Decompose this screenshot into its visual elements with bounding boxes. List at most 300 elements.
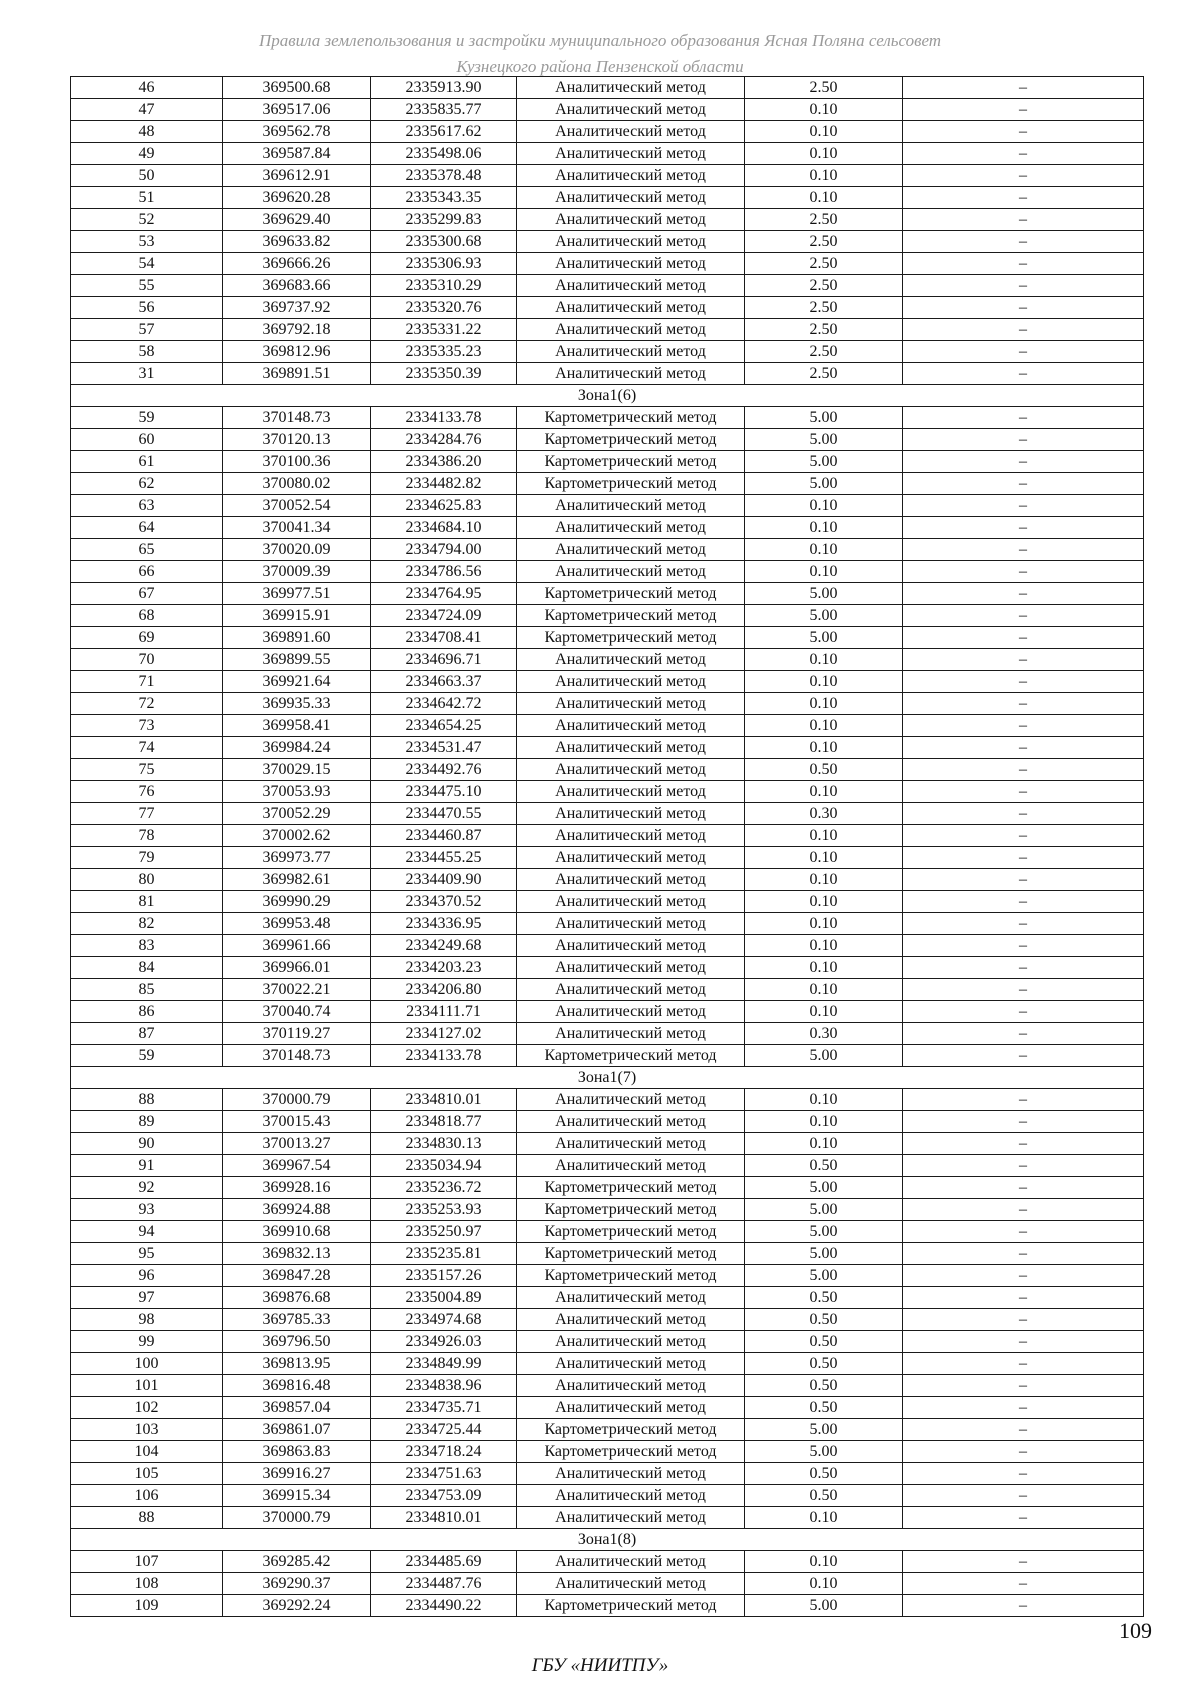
table-row <box>71 1507 1144 1529</box>
table-row <box>71 737 1144 759</box>
table-row <box>71 693 1144 715</box>
point-number-cell: 46 <box>71 77 223 99</box>
point-number-cell: 102 <box>71 1397 223 1419</box>
table-row <box>71 1243 1144 1265</box>
table-row <box>71 275 1144 297</box>
point-number-cell: 77 <box>71 803 223 825</box>
table-row <box>71 671 1144 693</box>
accuracy-cell: 0.10 <box>745 1111 903 1133</box>
note-cell: – <box>903 737 1144 759</box>
y-coordinate-cell: 2334830.13 <box>371 1133 517 1155</box>
table-row <box>71 121 1144 143</box>
x-coordinate-cell: 370100.36 <box>223 451 371 473</box>
x-coordinate-cell: 369966.01 <box>223 957 371 979</box>
y-coordinate-cell: 2334654.25 <box>371 715 517 737</box>
accuracy-cell: 2.50 <box>745 363 903 385</box>
point-number-cell: 89 <box>71 1111 223 1133</box>
note-cell: – <box>903 1199 1144 1221</box>
table-row <box>71 847 1144 869</box>
accuracy-cell: 2.50 <box>745 231 903 253</box>
y-coordinate-cell: 2334111.71 <box>371 1001 517 1023</box>
accuracy-cell: 0.10 <box>745 957 903 979</box>
method-cell: Аналитический метод <box>517 1133 745 1155</box>
note-cell: – <box>903 187 1144 209</box>
point-number-cell: 96 <box>71 1265 223 1287</box>
accuracy-cell: 0.10 <box>745 891 903 913</box>
table-row <box>71 1045 1144 1067</box>
table-row <box>71 1441 1144 1463</box>
accuracy-cell: 5.00 <box>745 583 903 605</box>
y-coordinate-cell: 2334490.22 <box>371 1595 517 1617</box>
accuracy-cell: 5.00 <box>745 1221 903 1243</box>
method-cell: Картометрический метод <box>517 1199 745 1221</box>
method-cell: Аналитический метод <box>517 517 745 539</box>
x-coordinate-cell: 369910.68 <box>223 1221 371 1243</box>
note-cell: – <box>903 759 1144 781</box>
note-cell: – <box>903 561 1144 583</box>
point-number-cell: 69 <box>71 627 223 649</box>
y-coordinate-cell: 2334735.71 <box>371 1397 517 1419</box>
table-row <box>71 451 1144 473</box>
table-row <box>71 1287 1144 1309</box>
y-coordinate-cell: 2335335.23 <box>371 341 517 363</box>
accuracy-cell: 5.00 <box>745 1045 903 1067</box>
method-cell: Аналитический метод <box>517 121 745 143</box>
note-cell: – <box>903 649 1144 671</box>
table-row <box>71 781 1144 803</box>
note-cell: – <box>903 1221 1144 1243</box>
method-cell: Картометрический метод <box>517 451 745 473</box>
note-cell: – <box>903 341 1144 363</box>
accuracy-cell: 0.10 <box>745 781 903 803</box>
accuracy-cell: 0.50 <box>745 1155 903 1177</box>
point-number-cell: 47 <box>71 99 223 121</box>
method-cell: Аналитический метод <box>517 649 745 671</box>
y-coordinate-cell: 2335320.76 <box>371 297 517 319</box>
y-coordinate-cell: 2334336.95 <box>371 913 517 935</box>
y-coordinate-cell: 2335157.26 <box>371 1265 517 1287</box>
x-coordinate-cell: 369683.66 <box>223 275 371 297</box>
note-cell: – <box>903 495 1144 517</box>
y-coordinate-cell: 2335235.81 <box>371 1243 517 1265</box>
header-line-2: Кузнецкого района Пензенской области <box>456 57 744 76</box>
x-coordinate-cell: 369857.04 <box>223 1397 371 1419</box>
method-cell: Аналитический метод <box>517 187 745 209</box>
method-cell: Картометрический метод <box>517 627 745 649</box>
point-number-cell: 56 <box>71 297 223 319</box>
accuracy-cell: 5.00 <box>745 1199 903 1221</box>
method-cell: Аналитический метод <box>517 957 745 979</box>
point-number-cell: 108 <box>71 1573 223 1595</box>
table-row <box>71 1221 1144 1243</box>
point-number-cell: 107 <box>71 1551 223 1573</box>
y-coordinate-cell: 2334708.41 <box>371 627 517 649</box>
accuracy-cell: 5.00 <box>745 429 903 451</box>
table-row <box>71 759 1144 781</box>
note-cell: – <box>903 121 1144 143</box>
y-coordinate-cell: 2334386.20 <box>371 451 517 473</box>
note-cell: – <box>903 935 1144 957</box>
table-row <box>71 561 1144 583</box>
accuracy-cell: 0.10 <box>745 121 903 143</box>
method-cell: Картометрический метод <box>517 1595 745 1617</box>
note-cell: – <box>903 957 1144 979</box>
method-cell: Аналитический метод <box>517 1507 745 1529</box>
table-row <box>71 627 1144 649</box>
y-coordinate-cell: 2335306.93 <box>371 253 517 275</box>
table-row <box>71 1375 1144 1397</box>
x-coordinate-cell: 369292.24 <box>223 1595 371 1617</box>
method-cell: Картометрический метод <box>517 407 745 429</box>
table-row <box>71 649 1144 671</box>
note-cell: – <box>903 891 1144 913</box>
accuracy-cell: 0.50 <box>745 1287 903 1309</box>
note-cell: – <box>903 869 1144 891</box>
x-coordinate-cell: 369812.96 <box>223 341 371 363</box>
method-cell: Аналитический метод <box>517 847 745 869</box>
accuracy-cell: 0.50 <box>745 1353 903 1375</box>
note-cell: – <box>903 429 1144 451</box>
method-cell: Аналитический метод <box>517 693 745 715</box>
point-number-cell: 52 <box>71 209 223 231</box>
point-number-cell: 65 <box>71 539 223 561</box>
y-coordinate-cell: 2334663.37 <box>371 671 517 693</box>
y-coordinate-cell: 2334724.09 <box>371 605 517 627</box>
x-coordinate-cell: 370000.79 <box>223 1507 371 1529</box>
table-row <box>71 1573 1144 1595</box>
point-number-cell: 60 <box>71 429 223 451</box>
note-cell: – <box>903 803 1144 825</box>
note-cell: – <box>903 1331 1144 1353</box>
point-number-cell: 85 <box>71 979 223 1001</box>
accuracy-cell: 0.10 <box>745 1573 903 1595</box>
y-coordinate-cell: 2334460.87 <box>371 825 517 847</box>
coordinates-table <box>70 76 1144 1617</box>
note-cell: – <box>903 1419 1144 1441</box>
y-coordinate-cell: 2334249.68 <box>371 935 517 957</box>
table-row <box>71 187 1144 209</box>
point-number-cell: 88 <box>71 1089 223 1111</box>
table-row <box>71 1419 1144 1441</box>
accuracy-cell: 5.00 <box>745 1441 903 1463</box>
point-number-cell: 94 <box>71 1221 223 1243</box>
note-cell: – <box>903 1485 1144 1507</box>
accuracy-cell: 0.30 <box>745 803 903 825</box>
x-coordinate-cell: 369737.92 <box>223 297 371 319</box>
y-coordinate-cell: 2334838.96 <box>371 1375 517 1397</box>
method-cell: Аналитический метод <box>517 1155 745 1177</box>
page-number: 109 <box>1119 1618 1152 1643</box>
y-coordinate-cell: 2334684.10 <box>371 517 517 539</box>
x-coordinate-cell: 369977.51 <box>223 583 371 605</box>
point-number-cell: 93 <box>71 1199 223 1221</box>
x-coordinate-cell: 369961.66 <box>223 935 371 957</box>
x-coordinate-cell: 369982.61 <box>223 869 371 891</box>
point-number-cell: 31 <box>71 363 223 385</box>
table-row <box>71 429 1144 451</box>
method-cell: Аналитический метод <box>517 1397 745 1419</box>
x-coordinate-cell: 370120.13 <box>223 429 371 451</box>
x-coordinate-cell: 369629.40 <box>223 209 371 231</box>
table-row <box>71 517 1144 539</box>
x-coordinate-cell: 369832.13 <box>223 1243 371 1265</box>
y-coordinate-cell: 2335299.83 <box>371 209 517 231</box>
method-cell: Аналитический метод <box>517 1111 745 1133</box>
table-row <box>71 143 1144 165</box>
accuracy-cell: 0.10 <box>745 1551 903 1573</box>
y-coordinate-cell: 2335617.62 <box>371 121 517 143</box>
x-coordinate-cell: 369861.07 <box>223 1419 371 1441</box>
point-number-cell: 109 <box>71 1595 223 1617</box>
method-cell: Аналитический метод <box>517 209 745 231</box>
y-coordinate-cell: 2334810.01 <box>371 1507 517 1529</box>
table-row <box>71 869 1144 891</box>
point-number-cell: 59 <box>71 407 223 429</box>
point-number-cell: 78 <box>71 825 223 847</box>
table-row <box>71 407 1144 429</box>
table-row <box>71 77 1144 99</box>
x-coordinate-cell: 369796.50 <box>223 1331 371 1353</box>
y-coordinate-cell: 2334455.25 <box>371 847 517 869</box>
zone-header-row <box>71 385 1144 407</box>
x-coordinate-cell: 369785.33 <box>223 1309 371 1331</box>
y-coordinate-cell: 2334926.03 <box>371 1331 517 1353</box>
method-cell: Аналитический метод <box>517 715 745 737</box>
note-cell: – <box>903 1265 1144 1287</box>
note-cell: – <box>903 1089 1144 1111</box>
point-number-cell: 51 <box>71 187 223 209</box>
table-row <box>71 1595 1144 1617</box>
footer-organization: ГБУ «НИИТПУ» <box>531 1655 669 1676</box>
x-coordinate-cell: 370041.34 <box>223 517 371 539</box>
y-coordinate-cell: 2334794.00 <box>371 539 517 561</box>
method-cell: Аналитический метод <box>517 935 745 957</box>
method-cell: Картометрический метод <box>517 1441 745 1463</box>
y-coordinate-cell: 2335498.06 <box>371 143 517 165</box>
point-number-cell: 92 <box>71 1177 223 1199</box>
x-coordinate-cell: 370053.93 <box>223 781 371 803</box>
y-coordinate-cell: 2334370.52 <box>371 891 517 913</box>
accuracy-cell: 0.10 <box>745 1089 903 1111</box>
point-number-cell: 68 <box>71 605 223 627</box>
y-coordinate-cell: 2335034.94 <box>371 1155 517 1177</box>
point-number-cell: 75 <box>71 759 223 781</box>
note-cell: – <box>903 671 1144 693</box>
table-row <box>71 1089 1144 1111</box>
note-cell: – <box>903 1243 1144 1265</box>
point-number-cell: 86 <box>71 1001 223 1023</box>
method-cell: Аналитический метод <box>517 539 745 561</box>
table-row <box>71 1177 1144 1199</box>
accuracy-cell: 0.10 <box>745 935 903 957</box>
y-coordinate-cell: 2334531.47 <box>371 737 517 759</box>
x-coordinate-cell: 370052.29 <box>223 803 371 825</box>
x-coordinate-cell: 370119.27 <box>223 1023 371 1045</box>
point-number-cell: 55 <box>71 275 223 297</box>
point-number-cell: 105 <box>71 1463 223 1485</box>
point-number-cell: 76 <box>71 781 223 803</box>
method-cell: Аналитический метод <box>517 1331 745 1353</box>
method-cell: Аналитический метод <box>517 561 745 583</box>
y-coordinate-cell: 2334751.63 <box>371 1463 517 1485</box>
x-coordinate-cell: 369285.42 <box>223 1551 371 1573</box>
accuracy-cell: 5.00 <box>745 451 903 473</box>
x-coordinate-cell: 369924.88 <box>223 1199 371 1221</box>
accuracy-cell: 5.00 <box>745 1265 903 1287</box>
note-cell: – <box>903 583 1144 605</box>
note-cell: – <box>903 1375 1144 1397</box>
point-number-cell: 82 <box>71 913 223 935</box>
table-row <box>71 1265 1144 1287</box>
method-cell: Аналитический метод <box>517 869 745 891</box>
method-cell: Аналитический метод <box>517 979 745 1001</box>
method-cell: Аналитический метод <box>517 825 745 847</box>
x-coordinate-cell: 369990.29 <box>223 891 371 913</box>
accuracy-cell: 0.10 <box>745 1001 903 1023</box>
x-coordinate-cell: 369587.84 <box>223 143 371 165</box>
point-number-cell: 88 <box>71 1507 223 1529</box>
table-row <box>71 1309 1144 1331</box>
x-coordinate-cell: 370029.15 <box>223 759 371 781</box>
header-line-1: Правила землепользования и застройки муниципального образования Ясная Поляна сельсовет <box>258 31 942 50</box>
x-coordinate-cell: 369935.33 <box>223 693 371 715</box>
table-row <box>71 803 1144 825</box>
y-coordinate-cell: 2335004.89 <box>371 1287 517 1309</box>
x-coordinate-cell: 369792.18 <box>223 319 371 341</box>
note-cell: – <box>903 231 1144 253</box>
table-row <box>71 495 1144 517</box>
note-cell: – <box>903 847 1144 869</box>
accuracy-cell: 0.50 <box>745 1375 903 1397</box>
note-cell: – <box>903 1551 1144 1573</box>
point-number-cell: 53 <box>71 231 223 253</box>
note-cell: – <box>903 165 1144 187</box>
y-coordinate-cell: 2334764.95 <box>371 583 517 605</box>
x-coordinate-cell: 369973.77 <box>223 847 371 869</box>
y-coordinate-cell: 2334133.78 <box>371 407 517 429</box>
method-cell: Аналитический метод <box>517 363 745 385</box>
table-row <box>71 1551 1144 1573</box>
y-coordinate-cell: 2335343.35 <box>371 187 517 209</box>
note-cell: – <box>903 319 1144 341</box>
x-coordinate-cell: 369847.28 <box>223 1265 371 1287</box>
method-cell: Аналитический метод <box>517 1375 745 1397</box>
x-coordinate-cell: 369916.27 <box>223 1463 371 1485</box>
accuracy-cell: 0.30 <box>745 1023 903 1045</box>
method-cell: Картометрический метод <box>517 1045 745 1067</box>
point-number-cell: 87 <box>71 1023 223 1045</box>
accuracy-cell: 0.10 <box>745 561 903 583</box>
table-row <box>71 1023 1144 1045</box>
note-cell: – <box>903 1397 1144 1419</box>
note-cell: – <box>903 979 1144 1001</box>
point-number-cell: 71 <box>71 671 223 693</box>
note-cell: – <box>903 1001 1144 1023</box>
accuracy-cell: 0.10 <box>745 539 903 561</box>
accuracy-cell: 5.00 <box>745 627 903 649</box>
method-cell: Аналитический метод <box>517 1309 745 1331</box>
table-row <box>71 715 1144 737</box>
method-cell: Аналитический метод <box>517 1089 745 1111</box>
accuracy-cell: 0.50 <box>745 1309 903 1331</box>
y-coordinate-cell: 2335835.77 <box>371 99 517 121</box>
method-cell: Аналитический метод <box>517 1287 745 1309</box>
x-coordinate-cell: 370015.43 <box>223 1111 371 1133</box>
zone-header-row <box>71 1067 1144 1089</box>
x-coordinate-cell: 370020.09 <box>223 539 371 561</box>
x-coordinate-cell: 369813.95 <box>223 1353 371 1375</box>
note-cell: – <box>903 1023 1144 1045</box>
method-cell: Аналитический метод <box>517 737 745 759</box>
point-number-cell: 63 <box>71 495 223 517</box>
y-coordinate-cell: 2334753.09 <box>371 1485 517 1507</box>
x-coordinate-cell: 369915.91 <box>223 605 371 627</box>
table-row <box>71 1001 1144 1023</box>
table-row <box>71 1331 1144 1353</box>
x-coordinate-cell: 370040.74 <box>223 1001 371 1023</box>
accuracy-cell: 2.50 <box>745 77 903 99</box>
method-cell: Аналитический метод <box>517 495 745 517</box>
y-coordinate-cell: 2334818.77 <box>371 1111 517 1133</box>
table-row <box>71 825 1144 847</box>
method-cell: Аналитический метод <box>517 297 745 319</box>
accuracy-cell: 2.50 <box>745 209 903 231</box>
point-number-cell: 103 <box>71 1419 223 1441</box>
zone-label: Зона1(6) <box>71 385 1144 407</box>
method-cell: Аналитический метод <box>517 253 745 275</box>
table-row <box>71 473 1144 495</box>
accuracy-cell: 0.50 <box>745 1485 903 1507</box>
note-cell: – <box>903 1441 1144 1463</box>
method-cell: Аналитический метод <box>517 781 745 803</box>
table-row <box>71 1155 1144 1177</box>
note-cell: – <box>903 517 1144 539</box>
note-cell: – <box>903 605 1144 627</box>
accuracy-cell: 0.10 <box>745 715 903 737</box>
accuracy-cell: 5.00 <box>745 473 903 495</box>
method-cell: Аналитический метод <box>517 319 745 341</box>
x-coordinate-cell: 369891.51 <box>223 363 371 385</box>
y-coordinate-cell: 2334482.82 <box>371 473 517 495</box>
x-coordinate-cell: 370080.02 <box>223 473 371 495</box>
x-coordinate-cell: 369958.41 <box>223 715 371 737</box>
method-cell: Картометрический метод <box>517 1419 745 1441</box>
y-coordinate-cell: 2335300.68 <box>371 231 517 253</box>
y-coordinate-cell: 2334696.71 <box>371 649 517 671</box>
accuracy-cell: 0.10 <box>745 165 903 187</box>
y-coordinate-cell: 2335253.93 <box>371 1199 517 1221</box>
point-number-cell: 95 <box>71 1243 223 1265</box>
point-number-cell: 81 <box>71 891 223 913</box>
point-number-cell: 58 <box>71 341 223 363</box>
point-number-cell: 73 <box>71 715 223 737</box>
point-number-cell: 74 <box>71 737 223 759</box>
accuracy-cell: 0.10 <box>745 847 903 869</box>
method-cell: Аналитический метод <box>517 1485 745 1507</box>
x-coordinate-cell: 369899.55 <box>223 649 371 671</box>
accuracy-cell: 0.10 <box>745 869 903 891</box>
point-number-cell: 83 <box>71 935 223 957</box>
x-coordinate-cell: 369891.60 <box>223 627 371 649</box>
method-cell: Картометрический метод <box>517 429 745 451</box>
y-coordinate-cell: 2334470.55 <box>371 803 517 825</box>
table-row <box>71 99 1144 121</box>
y-coordinate-cell: 2334625.83 <box>371 495 517 517</box>
y-coordinate-cell: 2335236.72 <box>371 1177 517 1199</box>
accuracy-cell: 5.00 <box>745 1177 903 1199</box>
y-coordinate-cell: 2334206.80 <box>371 979 517 1001</box>
x-coordinate-cell: 369921.64 <box>223 671 371 693</box>
